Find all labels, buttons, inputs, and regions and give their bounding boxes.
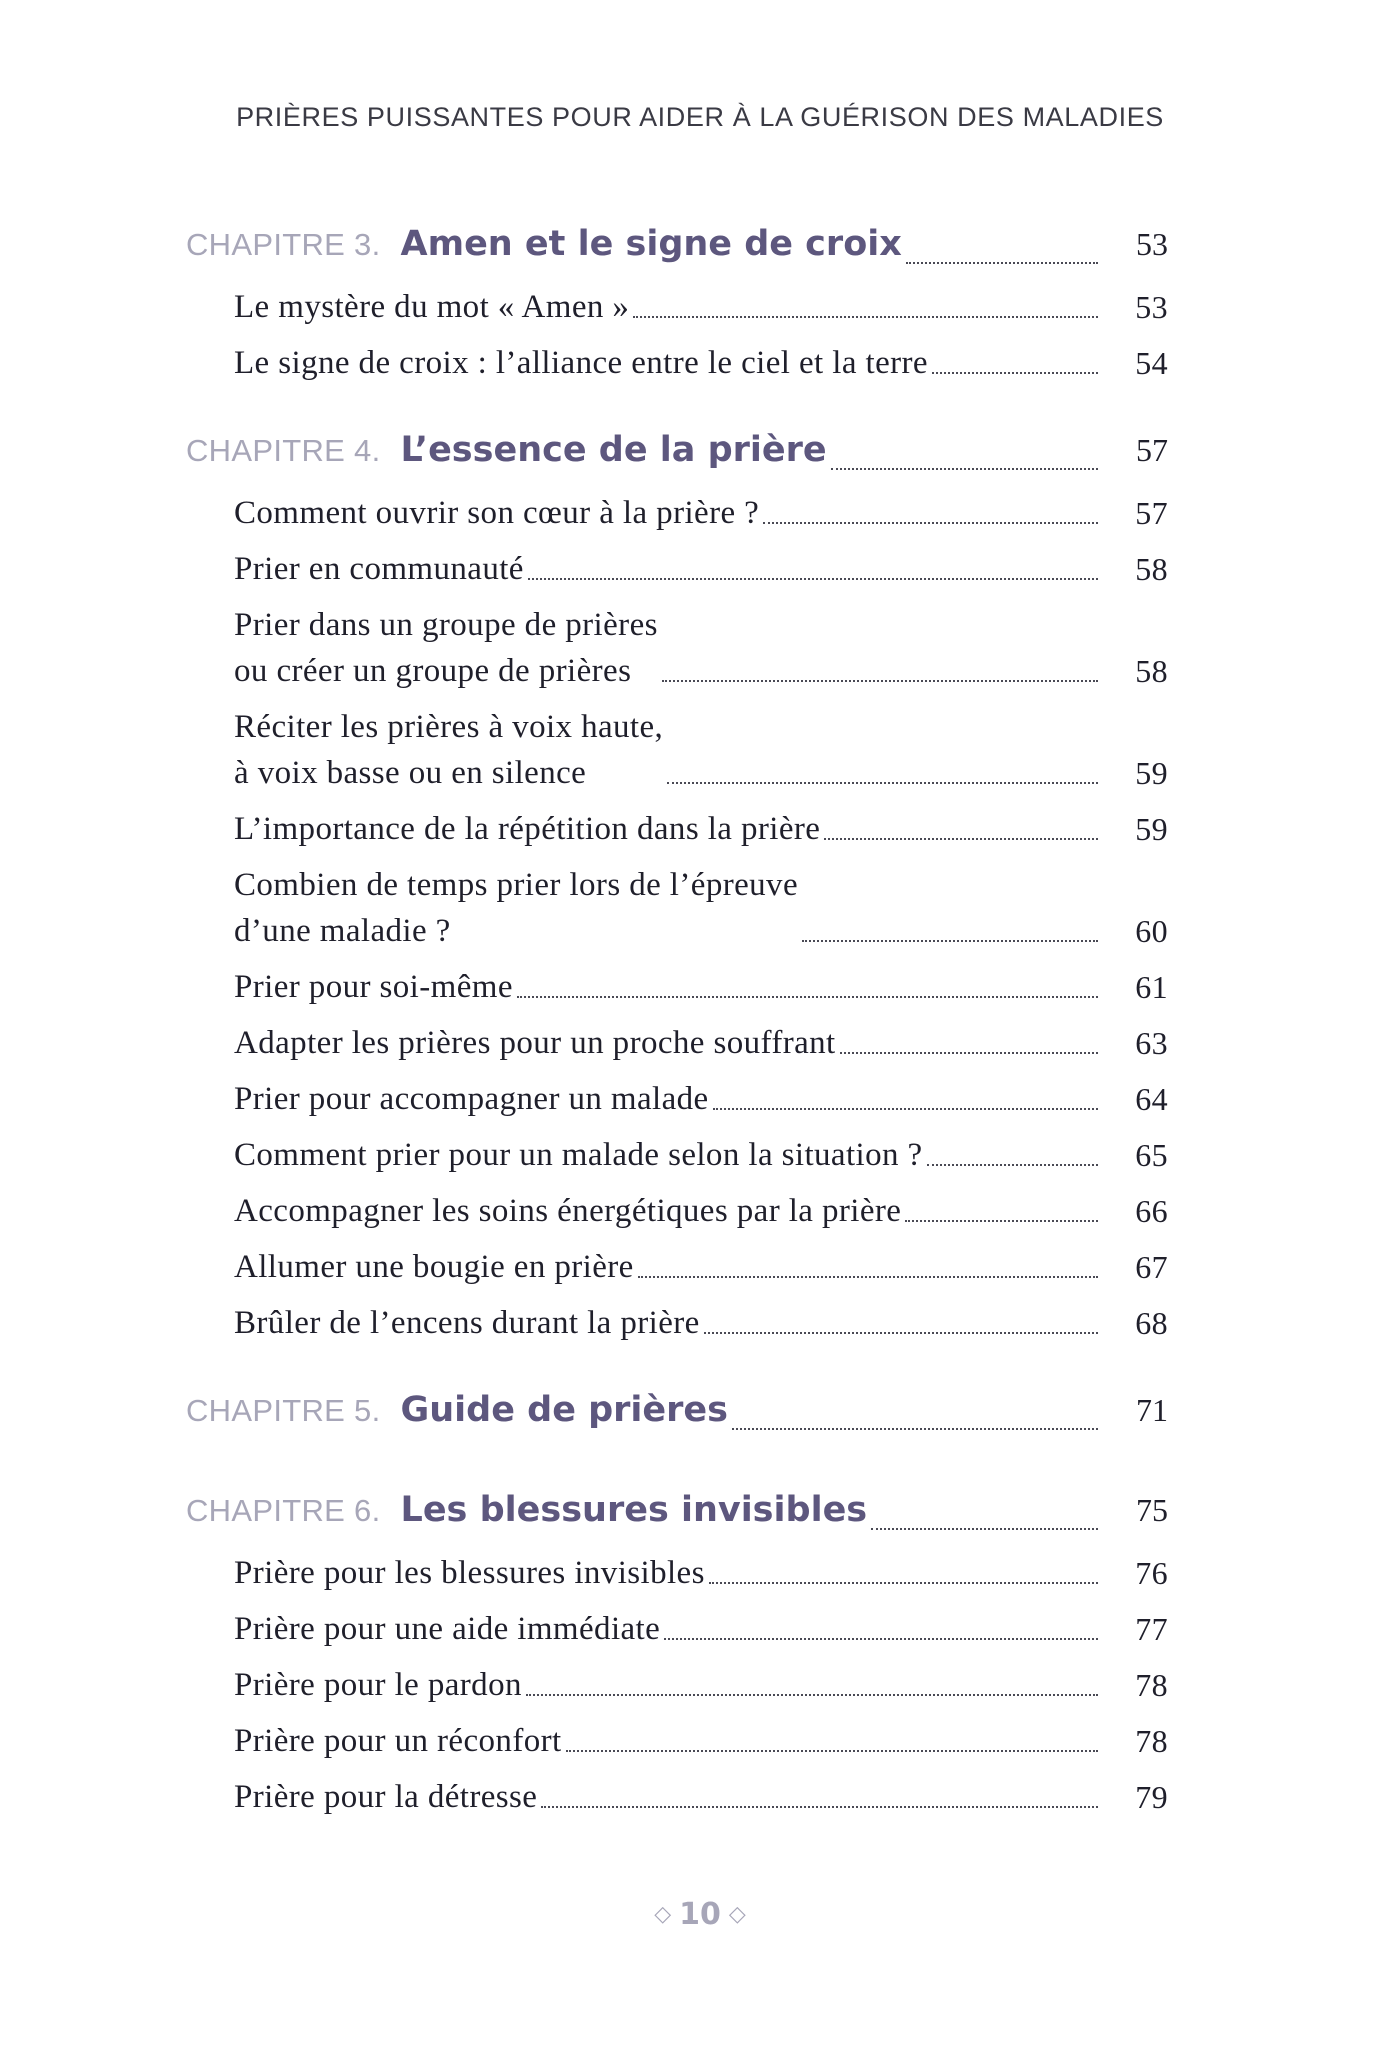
toc-entry[interactable] [186, 806, 1168, 852]
chapter-label: CHAPITRE 6. [186, 1493, 381, 1528]
entry-page-number: 77 [1135, 1611, 1168, 1647]
entry-page-number: 58 [1135, 551, 1168, 587]
toc-entry[interactable] [186, 340, 1168, 386]
entry-page-number: 58 [1135, 653, 1168, 689]
entry-title: Réciter les prières à voix haute, à voix basse ou en silence [234, 709, 664, 791]
entry-title: Accompagner les soins énergétiques par la prière [234, 1193, 902, 1229]
entry-title: Combien de temps prier lors de l’épreuve d’une maladie ? [234, 867, 798, 949]
dot-leader [763, 522, 1098, 524]
entry-page-number: 78 [1135, 1667, 1168, 1703]
chapter-title: Guide de prières [400, 1390, 728, 1430]
entry-title: Adapter les prières pour un proche souffrant [234, 1025, 836, 1061]
chapter-page-number: 53 [1136, 226, 1168, 262]
entry-title: Prier dans un groupe de prières ou créer un groupe de prières [234, 607, 658, 689]
entry-title: Comment ouvrir son cœur à la prière ? [234, 495, 760, 531]
dot-leader [824, 838, 1098, 840]
entry-page-number: 63 [1135, 1025, 1168, 1061]
toc-entry[interactable] [186, 1132, 1168, 1178]
chapter-heading-row[interactable] [186, 224, 1168, 280]
chapter-label: CHAPITRE 5. [186, 1393, 381, 1428]
entry-page-number: 54 [1135, 345, 1168, 381]
chapter-heading-row[interactable] [186, 430, 1168, 486]
toc-entry[interactable] [186, 964, 1168, 1010]
dot-leader [667, 782, 1098, 784]
dot-leader [831, 468, 1098, 470]
chapter-label: CHAPITRE 4. [186, 433, 381, 468]
entry-title: Prière pour les blessures invisibles [234, 1555, 705, 1591]
dot-leader [526, 1694, 1098, 1696]
toc-entry[interactable] [186, 1550, 1168, 1596]
toc-entry[interactable] [186, 1662, 1168, 1708]
entry-title: Allumer une bougie en prière [234, 1249, 634, 1285]
entry-title: Brûler de l’encens durant la prière [234, 1305, 700, 1341]
dot-leader [709, 1582, 1098, 1584]
chapter-page-number: 71 [1136, 1392, 1168, 1428]
entry-page-number: 66 [1135, 1193, 1168, 1229]
entry-title: Prier pour soi-même [234, 969, 513, 1005]
entry-page-number: 79 [1135, 1779, 1168, 1815]
toc-entry[interactable] [186, 1718, 1168, 1764]
page-folio [0, 1897, 1400, 1932]
entry-title: Le signe de croix : l’alliance entre le ciel et la terre [234, 345, 928, 381]
entry-page-number: 65 [1135, 1137, 1168, 1173]
dot-leader [662, 680, 1098, 682]
running-head: PRIÈRES PUISSANTES POUR AIDER À LA GUÉRISON DES MALADIES [236, 102, 1164, 132]
toc-entry[interactable] [186, 284, 1168, 330]
chapter-label: CHAPITRE 3. [186, 227, 381, 262]
toc-entry[interactable] [186, 1020, 1168, 1066]
entry-page-number: 60 [1135, 913, 1168, 949]
section-list [186, 1550, 1168, 1820]
diamond-ornament-icon: ◇ [728, 1902, 746, 1927]
entry-title: Prière pour une aide immédiate [234, 1611, 661, 1647]
dot-leader [732, 1428, 1098, 1430]
chapter-title: L’essence de la prière [400, 430, 827, 470]
entry-title: Prier en communauté [234, 551, 524, 587]
entry-title: L’importance de la répétition dans la prière [234, 811, 821, 847]
entry-page-number: 76 [1135, 1555, 1168, 1591]
dot-leader [517, 996, 1098, 998]
dot-leader [932, 372, 1098, 374]
dot-leader [638, 1276, 1098, 1278]
toc-entry[interactable] [186, 1188, 1168, 1234]
chapter-title: Amen et le signe de croix [400, 224, 902, 264]
dot-leader [905, 1220, 1098, 1222]
dot-leader [927, 1164, 1098, 1166]
entry-page-number: 57 [1135, 495, 1168, 531]
toc-entry[interactable] [186, 1606, 1168, 1652]
toc-entry[interactable] [186, 1774, 1168, 1820]
toc-chapter [186, 224, 1168, 386]
entry-page-number: 78 [1135, 1723, 1168, 1759]
entry-page-number: 68 [1135, 1305, 1168, 1341]
entry-title: Prière pour la détresse [234, 1779, 538, 1815]
entry-title: Comment prier pour un malade selon la situation ? [234, 1137, 923, 1173]
toc-entry[interactable] [186, 1300, 1168, 1346]
section-list [186, 284, 1168, 386]
dot-leader [664, 1638, 1098, 1640]
dot-leader [802, 940, 1098, 942]
toc-entry[interactable] [186, 1076, 1168, 1122]
dot-leader [528, 578, 1098, 580]
entry-title: Le mystère du mot « Amen » [234, 289, 630, 325]
diamond-ornament-icon: ◇ [654, 1902, 672, 1927]
entry-title: Prière pour un réconfort [234, 1723, 562, 1759]
chapter-heading-row[interactable] [186, 1390, 1168, 1446]
dot-leader [704, 1332, 1098, 1334]
dot-leader [633, 316, 1098, 318]
toc-entry[interactable] [186, 546, 1168, 592]
toc-entry[interactable] [186, 1244, 1168, 1290]
dot-leader [840, 1052, 1098, 1054]
entry-title: Prière pour le pardon [234, 1667, 522, 1703]
entry-title: Prier pour accompagner un malade [234, 1081, 709, 1117]
toc-entry[interactable] [186, 602, 1168, 694]
table-of-contents [186, 224, 1168, 1864]
chapter-title: Les blessures invisibles [400, 1490, 868, 1530]
entry-page-number: 59 [1135, 755, 1168, 791]
chapter-page-number: 75 [1136, 1492, 1168, 1528]
dot-leader [541, 1806, 1098, 1808]
toc-entry[interactable] [186, 704, 1168, 796]
entry-page-number: 53 [1135, 289, 1168, 325]
entry-page-number: 67 [1135, 1249, 1168, 1285]
entry-page-number: 59 [1135, 811, 1168, 847]
dot-leader [713, 1108, 1098, 1110]
dot-leader [871, 1528, 1098, 1530]
dot-leader [566, 1750, 1098, 1752]
dot-leader [906, 262, 1098, 264]
chapter-page-number: 57 [1136, 432, 1168, 468]
entry-page-number: 61 [1135, 969, 1168, 1005]
section-list [186, 490, 1168, 1346]
toc-chapter [186, 1390, 1168, 1446]
toc-entry[interactable] [186, 862, 1168, 954]
toc-chapter [186, 1490, 1168, 1820]
entry-page-number: 64 [1135, 1081, 1168, 1117]
chapter-heading-row[interactable] [186, 1490, 1168, 1546]
toc-chapter [186, 430, 1168, 1346]
page-number: 10 [679, 1897, 721, 1932]
toc-entry[interactable] [186, 490, 1168, 536]
